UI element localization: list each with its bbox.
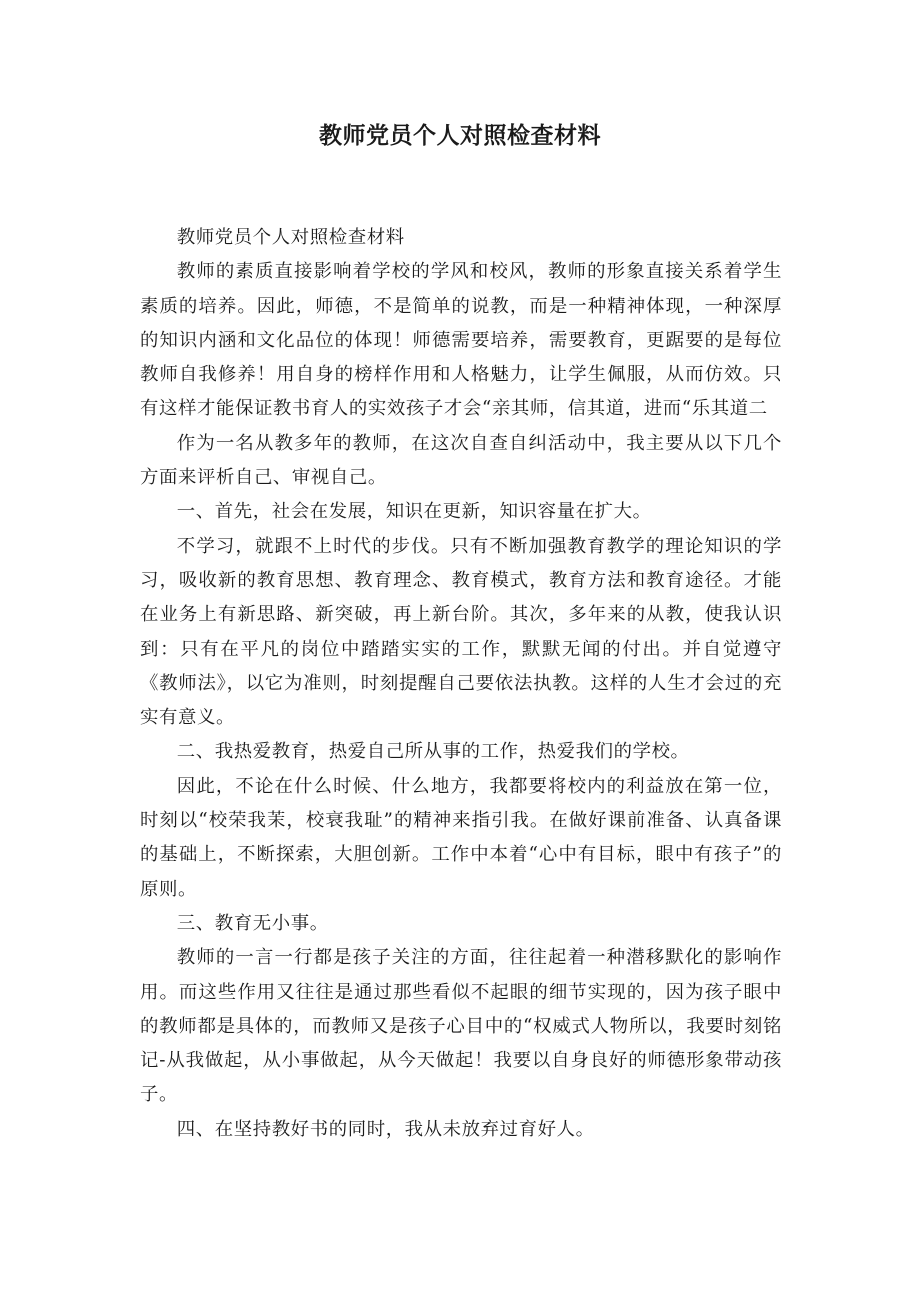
paragraph-learning: 不学习，就跟不上时代的步伐。只有不断加强教育教学的理论知识的学习，吸收新的教育思想、教育理念、教育模式，教育方法和教育途径。才能在业务上有新思路、新突破，再上新台阶。其次，多年来的从教，使我认识到：只有在平凡的岗位中踏踏实实的工作，默默无闻的付出。并自觉遵守《教师法》，以它为准则，时刻提醒自己要依法执教。这样的人生才会过的充实有意义。 (140, 535, 782, 729)
paragraph-intro: 教师的素质直接影响着学校的学风和校风，教师的形象直接关系着学生素质的培养。因此，师德，不是简单的说教，而是一种精神体现，一种深厚的知识内涵和文化品位的体现！师德需要培养，需要教育，更踞要的是每位教师自我修养！用自身的榜样作用和人格魅力，让学生佩服，从而仿效。只有这样才能保证教书育人的实效孩子才会“亲其师，信其道，进而“乐其道二 (140, 261, 782, 420)
document-title: 教师党员个人对照检查材料 (319, 123, 601, 149)
paragraph-subtitle: 教师党员个人对照检查材料 (176, 227, 405, 248)
section-heading-4: 四、在坚持教好书的同时，我从未放弃过育好人。 (176, 1118, 595, 1140)
paragraph-self-review: 作为一名从教多年的教师，在这次自查自纠活动中，我主要从以下几个方面来评析自己、审视自己。 (140, 432, 782, 489)
document-body (140, 221, 782, 1147)
paragraph-details: 教师的一言一行都是孩子关注的方面，往往起着一种潜移默化的影响作用。而这些作用又往往是通过那些看似不起眼的细节实现的，因为孩子眼中的教师都是具体的，而教师又是孩子心目中的“权威式人物所以，我要时刻铭记-从我做起，从小事做起，从今天做起！我要以自身良好的师德形象带动孩子。 (140, 947, 782, 1106)
section-heading-2: 二、我热爱教育，热爱自己所从事的工作，热爱我们的学校。 (176, 741, 690, 763)
section-heading-3: 三、教育无小事。 (176, 912, 329, 934)
section-heading-1: 一、首先，社会在发展，知识在更新，知识容量在扩大。 (176, 501, 652, 523)
paragraph-love-school: 因此，不论在什么时候、什么地方，我都要将校内的利益放在第一位，时刻以“校荣我茉，校衰我耻”的精神来指引我。在做好课前准备、认真备课的基础上，不断探索，大胆创新。工作中本着“心中有目标，眼中有孩子”的原则。 (140, 775, 782, 900)
